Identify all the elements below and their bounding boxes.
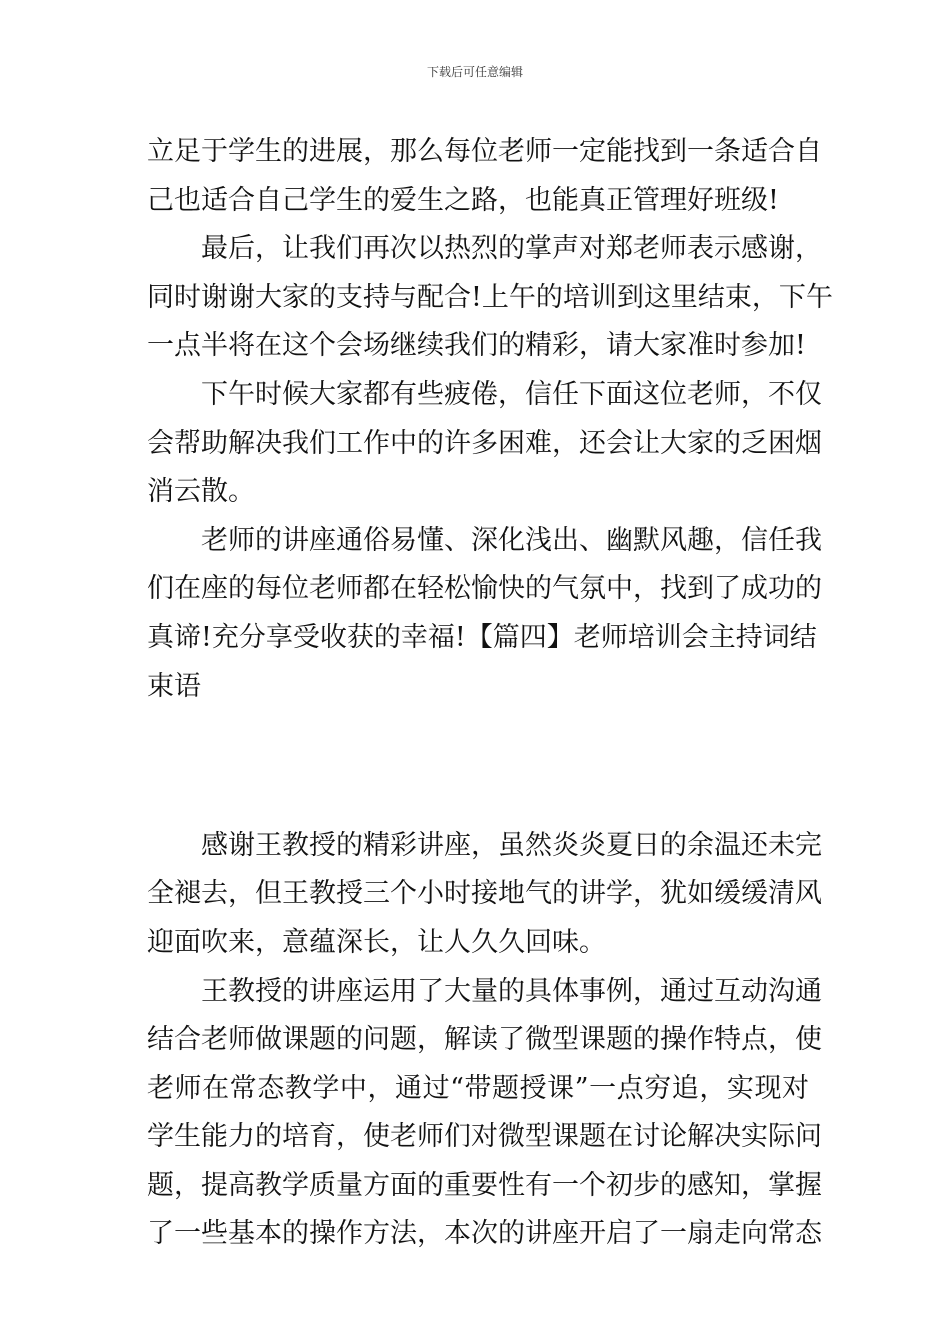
paragraph-gap [147,773,809,822]
text-line: 下午时候大家都有些疲倦，信任下面这位老师，不仅 [201,378,822,410]
text-line: 了一些基本的操作方法，本次的讲座开启了一扇走向常态 [147,1218,822,1250]
text-line: 全褪去，但王教授三个小时接地气的讲学，犹如缓缓清风 [147,878,822,910]
page-header: 下载后可任意编辑 [426,65,523,79]
text-line: 最后，让我们再次以热烈的掌声对郑老师表示感谢， [201,233,822,265]
text-line: 题，提高教学质量方面的重要性有一个初步的感知，掌握 [147,1169,822,1201]
paragraph-gap [147,711,809,773]
text-line: 老师在常态教学中，通过“带题授课”一点穷追，实现对 [147,1072,809,1104]
text-line: 消云散。 [147,476,255,508]
text-line: 一点半将在这个会场继续我们的精彩，请大家准时参加! [147,330,806,362]
text-line: 感谢王教授的精彩讲座，虽然炎炎夏日的余温还未完 [201,829,822,861]
text-line: 老师的讲座通俗易懂、深化浅出、幽默风趣，信任我 [201,524,822,556]
text-line: 己也适合自己学生的爱生之路，也能真正管理好班级! [147,184,779,216]
text-line: 王教授的讲座运用了大量的具体事例，通过互动沟通 [201,975,822,1007]
text-line: 同时谢谢大家的支持与配合!上午的培训到这里结束，下午 [147,281,833,313]
text-line: 会帮助解决我们工作中的许多困难，还会让大家的乏困烟 [147,427,822,459]
text-line: 真谛!充分享受收获的幸福!【篇四】老师培训会主持词结 [147,621,817,653]
text-line: 束语 [147,670,201,702]
text-line: 迎面吹来，意蕴深长，让人久久回味。 [147,926,606,958]
text-line: 立足于学生的进展，那么每位老师一定能找到一条适合自 [147,136,822,167]
text-line: 学生能力的培育，使老师们对微型课题在讨论解决实际问 [147,1121,822,1153]
text-line: 们在座的每位老师都在轻松愉快的气氛中，找到了成功的 [147,573,822,605]
document-body [147,128,833,1259]
text-line: 结合老师做课题的问题，解读了微型课题的操作特点，使 [147,1024,822,1056]
